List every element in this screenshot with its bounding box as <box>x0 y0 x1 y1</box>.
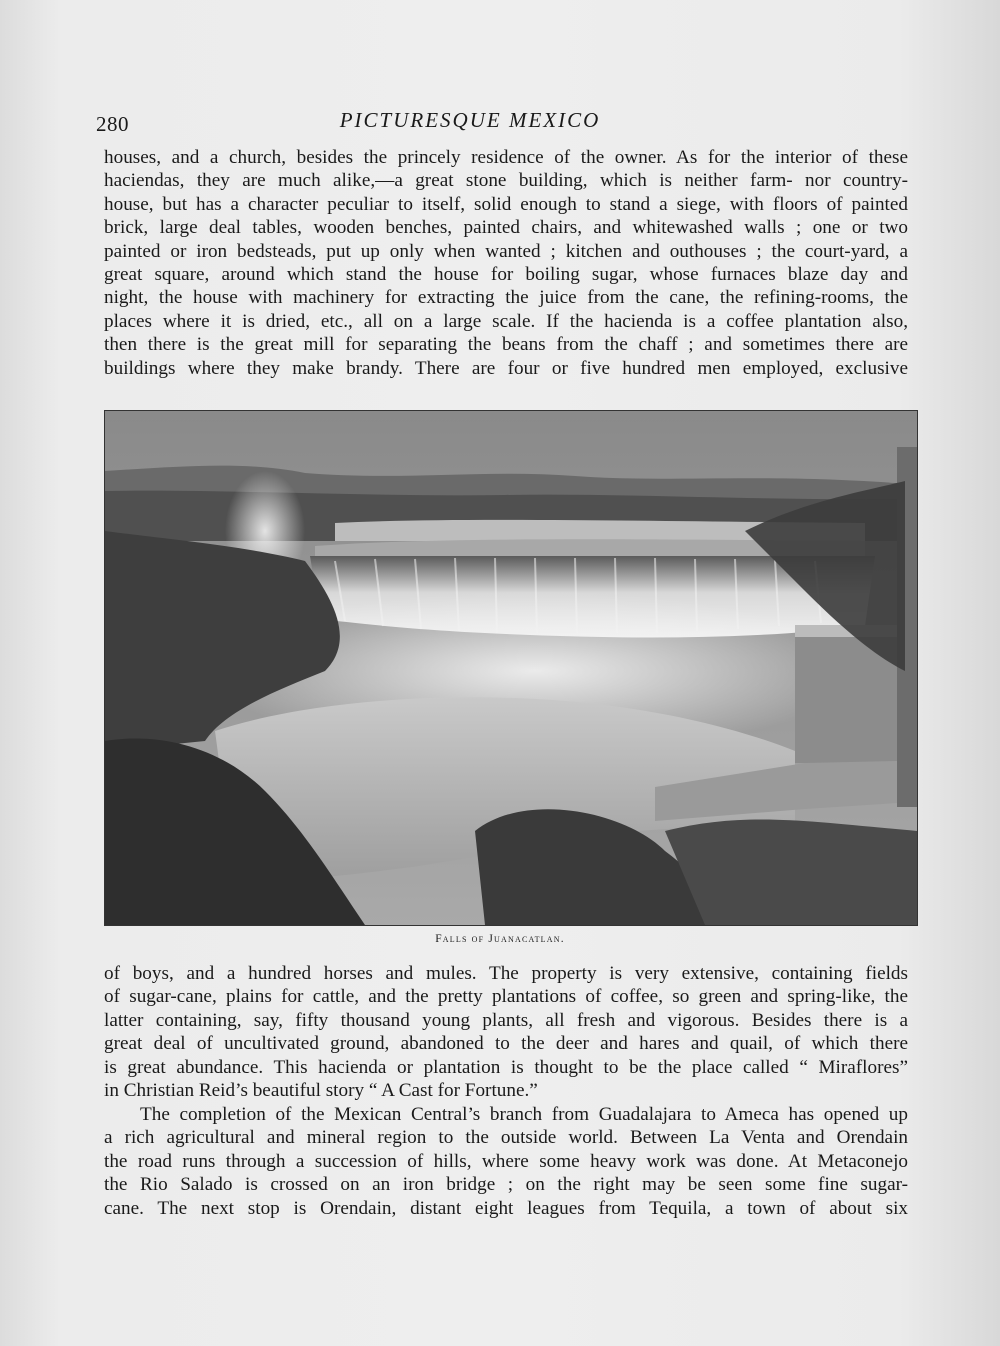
running-head: PICTURESQUE MEXICO <box>339 108 601 132</box>
paragraph-bottom <box>104 962 908 1102</box>
figure-caption: Falls of Juanacatlan. <box>435 933 565 945</box>
text-line: painted or iron bedsteads, put up only when wanted ; kitchen and outhouses ; the court-yard, a <box>104 240 908 262</box>
text-line: buildings where they make brandy. There are four or five hundred men employed, exclusive <box>104 357 908 379</box>
text-line: house, but has a character peculiar to itself, solid enough to stand a siege, with floors of painted <box>104 193 908 215</box>
text-line: the road runs through a succession of hills, where some heavy work was done. At Metaconejo <box>104 1150 908 1172</box>
text-line: the Rio Salado is crossed on an iron bridge ; on the right may be seen some fine sugar- <box>104 1174 908 1196</box>
text-line: brick, large deal tables, wooden benches, painted chairs, and whitewashed walls ; one or two <box>104 217 908 239</box>
text-line: night, the house with machinery for extracting the juice from the cane, the refining-rooms, the <box>104 287 908 309</box>
text-line: of sugar-cane, plains for cattle, and the pretty plantations of coffee, so green and spring-like, the <box>104 986 908 1008</box>
paragraph-top <box>104 146 908 380</box>
page-number: 280 <box>96 112 129 136</box>
text-line: of boys, and a hundred horses and mules. The property is very extensive, containing fields <box>104 963 908 984</box>
text-line: places where it is dried, etc., all on a large scale. If the hacienda is a coffee plantation also, <box>104 310 908 332</box>
text-line: is great abundance. This hacienda or plantation is thought to be the place called “ Miraflores” <box>104 1056 908 1078</box>
paragraph-third <box>104 1103 908 1220</box>
waterfall-illustration <box>105 411 917 925</box>
text-line: houses, and a church, besides the princely residence of the owner. As for the interior of these <box>104 147 908 168</box>
text-line: cane. The next stop is Orendain, distant eight leagues from Tequila, a town of about six <box>104 1197 908 1219</box>
text-line: in Christian Reid’s beautiful story “ A Cast for Fortune.” <box>104 1080 538 1102</box>
text-line: great square, around which stand the house for boiling sugar, whose furnaces blaze day and <box>104 264 908 286</box>
text-line: haciendas, they are much alike,—a great stone building, which is neither farm- nor country- <box>104 170 908 192</box>
text-line: latter containing, say, fifty thousand young plants, all fresh and vigorous. Besides there is a <box>104 1009 908 1031</box>
text-line: a rich agricultural and mineral region to the outside world. Between La Venta and Orendain <box>104 1127 908 1149</box>
text-line: great deal of uncultivated ground, abandoned to the deer and hares and quail, of which there <box>104 1033 908 1055</box>
text-line: then there is the great mill for separating the beans from the chaff ; and sometimes there are <box>104 334 908 356</box>
text-line: The completion of the Mexican Central’s branch from Guadalajara to Ameca has opened up <box>140 1104 908 1125</box>
waterfall-photograph <box>104 410 918 926</box>
